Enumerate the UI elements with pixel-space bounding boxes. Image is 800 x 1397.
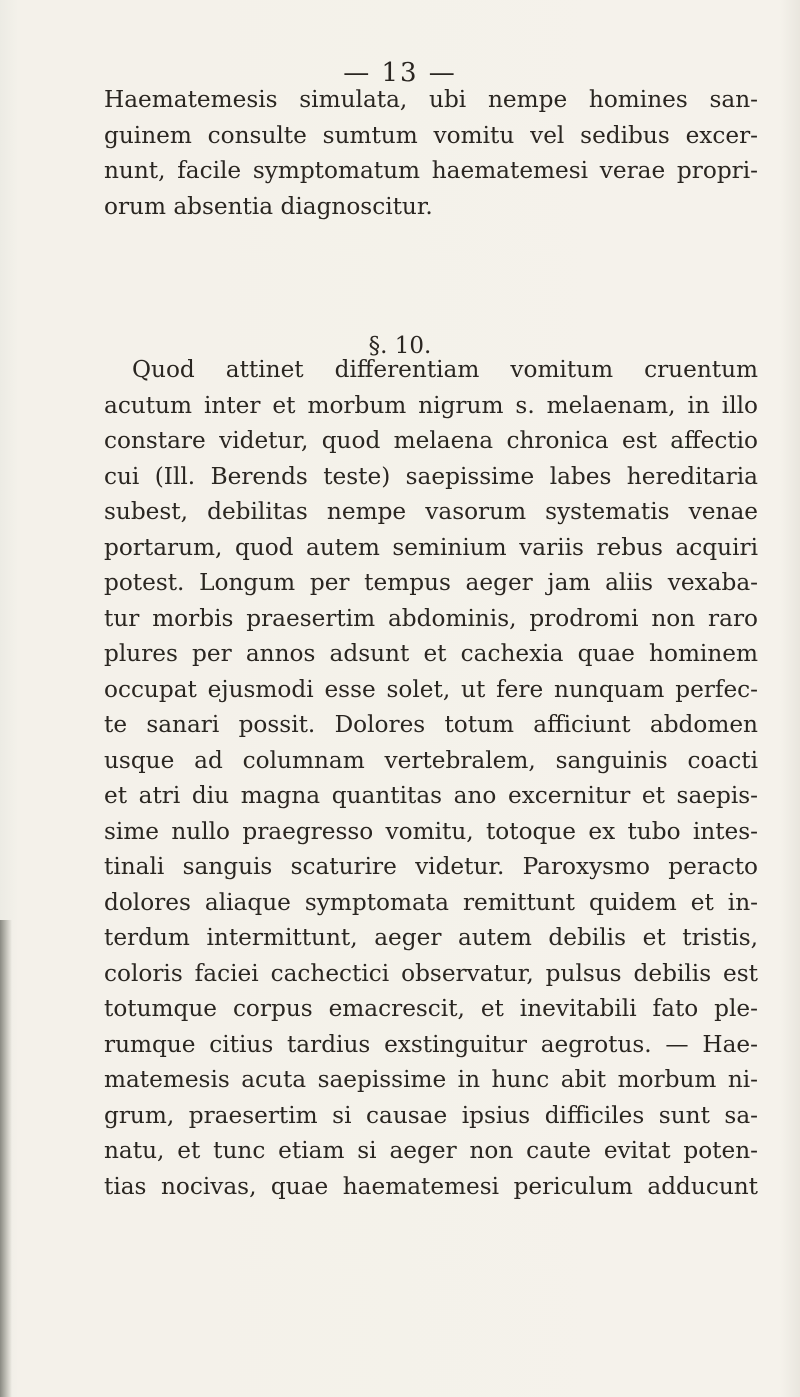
text-line: nunt, facile symptomatum haematemesi verae propri- bbox=[104, 157, 758, 184]
text-line: portarum, quod autem seminium variis rebus acquiri bbox=[104, 533, 758, 561]
text-line: subest, debilitas nempe vasorum systematis venae bbox=[104, 498, 758, 525]
text-line: natu, et tunc etiam si aeger non caute evitat poten- bbox=[104, 1137, 758, 1164]
text-line: terdum intermittunt, aeger autem debilis et tristis, bbox=[104, 924, 758, 951]
text-line: Quod attinet differentiam vomitum cruentum bbox=[132, 356, 758, 383]
page-binding-shadow bbox=[0, 920, 12, 1397]
text-line: Haematemesis simulata, ubi nempe homines san- bbox=[104, 86, 758, 113]
text-line: orum absentia diagnoscitur. bbox=[104, 192, 433, 220]
text-line: rumque citius tardius exstinguitur aegrotus. — Hae- bbox=[104, 1030, 758, 1058]
text-line: grum, praesertim si causae ipsius difficiles sunt sa- bbox=[104, 1101, 758, 1129]
paragraph-haematemesis-simulata bbox=[104, 82, 758, 224]
text-line: te sanari possit. Dolores totum afficiunt abdomen bbox=[104, 711, 758, 738]
text-line: sime nullo praegresso vomitu, totoque ex tubo intes- bbox=[104, 817, 758, 845]
section-heading: §. 10. bbox=[368, 333, 432, 359]
text-line: usque ad columnam vertebralem, sanguinis coacti bbox=[104, 746, 758, 774]
text-line: dolores aliaque symptomata remittunt quidem et in- bbox=[104, 888, 758, 916]
text-line: totumque corpus emacrescit, et inevitabili fato ple- bbox=[104, 995, 758, 1022]
text-line: guinem consulte sumtum vomitu vel sedibus excer- bbox=[104, 121, 758, 149]
text-line: matemesis acuta saepissime in hunc abit morbum ni- bbox=[104, 1066, 758, 1093]
text-line: constare videtur, quod melaena chronica est affectio bbox=[104, 427, 758, 454]
text-line: acutum inter et morbum nigrum s. melaenam, in illo bbox=[104, 391, 758, 419]
text-line: occupat ejusmodi esse solet, ut fere nunquam perfec- bbox=[104, 675, 758, 703]
text-line: coloris faciei cachectici observatur, pulsus debilis est bbox=[104, 959, 758, 987]
text-line: tur morbis praesertim abdominis, prodromi non raro bbox=[104, 604, 758, 632]
text-line: plures per annos adsunt et cachexia quae hominem bbox=[104, 640, 758, 667]
text-line: potest. Longum per tempus aeger jam aliis vexaba- bbox=[104, 569, 758, 596]
text-line: cui (Ill. Berends teste) saepissime labes hereditaria bbox=[104, 462, 758, 490]
text-line: tinali sanguis scaturire videtur. Paroxysmo peracto bbox=[104, 853, 758, 880]
page-number: — 13 — bbox=[343, 58, 457, 88]
paragraph-differentiam bbox=[104, 352, 758, 1204]
text-line: et atri diu magna quantitas ano excernitur et saepis- bbox=[104, 782, 758, 809]
text-line: tias nocivas, quae haematemesi periculum adducunt bbox=[104, 1172, 758, 1200]
